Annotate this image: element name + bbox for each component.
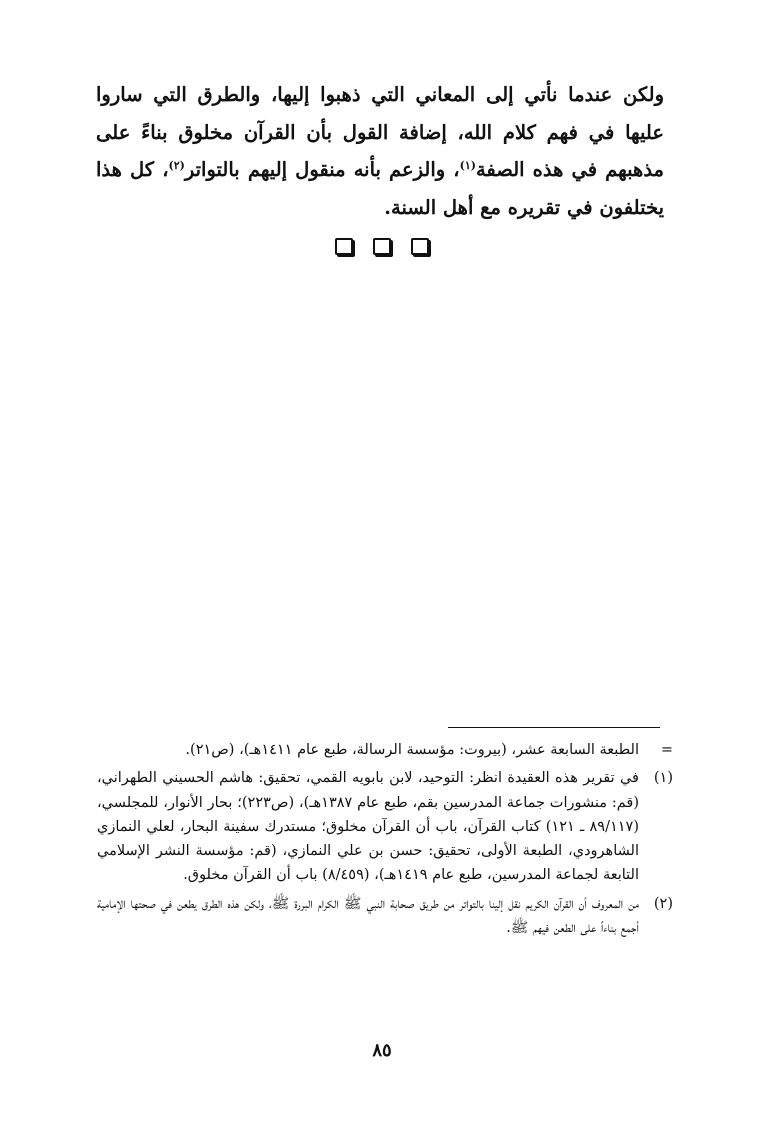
footnote-marker: (١): [653, 770, 673, 787]
square-ornament-icon: [411, 238, 429, 255]
body-text-part-3: ، كل هذا يختلفون في تقريره مع أهل السنة.: [96, 158, 664, 219]
footnotes-list: [97, 738, 673, 944]
footnote-text: الطبعة السابعة عشر، (بيروت: مؤسسة الرسالة، طبع عام ١٤١١هـ)، (ص٢١).: [185, 742, 639, 758]
page-number: ٨٥: [372, 1040, 392, 1061]
footnote-text: في تقرير هذه العقيدة انظر: التوحيد، لابن بابويه القمي، تحقيق: هاشم الحسيني الطهراني، (قم: منشورات جماعة المدرسين بقم، طبع عام ١٣٨٧هـ)، (ص٢٢٣)؛ بحار الأنوار، للمجلسي، (٨٩/١١٧ ـ ١٢١) كتاب القرآن، باب أن القرآن مخلوق؛ مستدرك سفينة البحار، لعلي النمازي الشاهرودي، الطبعة الأولى، تحقيق: حسن بن علي النمازي، (قم: مؤسسة النشر الإسلامي التابعة لجماعة المدرسين، طبع عام ١٤١٩هـ)، (٨/٤٥٩) باب أن القرآن مخلوق.: [97, 770, 640, 884]
body-text-part-2: ، والزعم بأنه منقول إليهم بالتواتر: [184, 158, 460, 181]
section-divider-ornaments: [0, 238, 764, 255]
footnote-continuation: [97, 738, 673, 762]
square-ornament-icon: [373, 238, 391, 255]
footnote-text: من المعروف أن القرآن الكريم نقل إلينا بالتواتر من طريق صحابة النبي ﷺ الكرام البررة ﷺ، ولكن هذه الطرق يطعن في صحتها الإمامية أجمع بناءاً على الطعن فيهم ﷺ.: [97, 895, 639, 937]
footnote-2: [97, 892, 673, 941]
footnote-marker: (٢): [653, 895, 673, 912]
square-ornament-icon: [335, 238, 353, 255]
footnote-1: [97, 766, 673, 887]
body-text-part-1: ولكن عندما نأتي إلى المعاني التي ذهبوا إليها، والطرق التي ساروا عليها في فهم كلام الله، إضافة القول بأن القرآن مخلوق بناءً على مذهبهم في هذه الصفة: [96, 83, 664, 181]
footnote-separator-rule: [448, 727, 660, 728]
body-paragraph: [96, 76, 664, 226]
footnote-ref-1[interactable]: (١): [459, 159, 476, 172]
footnote-marker: =: [660, 742, 673, 758]
footnote-ref-2[interactable]: (٢): [168, 159, 185, 172]
